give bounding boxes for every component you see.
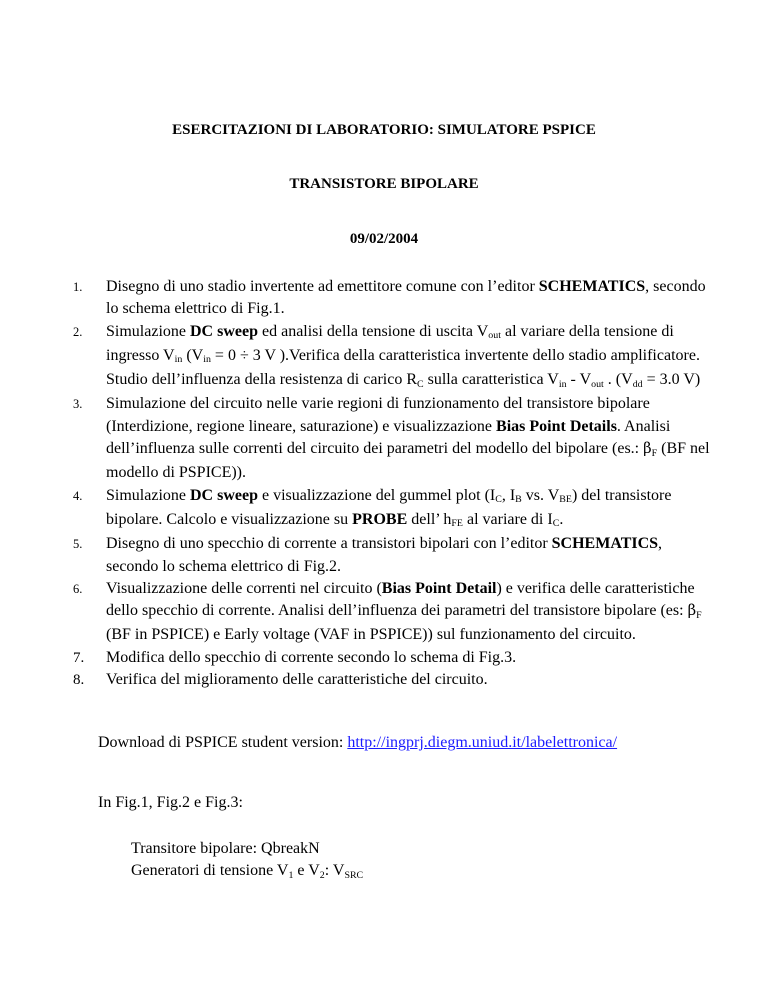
list-number: 2. <box>73 324 83 339</box>
list-item: 4. Simulazione DC sweep e visualizzazione del gummel plot ($I_C$, $I_B$ vs. $V_{BE}$) del transistore bipolare. Calcolo e visualizzazione su PROBE dell’ $h_{FE}$ al variare di $I_C$. <box>73 486 672 530</box>
download-link[interactable]: http://ingprj.diegm.uniud.it/labelettronica/ <box>347 734 618 751</box>
list-number: 5. <box>73 537 83 552</box>
list-number: 7. <box>73 649 85 666</box>
document-subtitle: TRANSISTORE BIPOLARE <box>289 176 479 192</box>
beta-symbol: β <box>643 440 652 458</box>
document-date: 09/02/2004 <box>349 231 419 247</box>
beta-symbol: β <box>687 602 697 620</box>
list-number: 3. <box>73 397 83 412</box>
list-item: 5. Disegno di uno specchio di corrente a transistori bipolari con l’editor SCHEMATICS, secondo lo schema elettrico di Fig.2. <box>73 535 663 575</box>
exercise-list <box>73 276 716 691</box>
list-number: 6. <box>73 581 83 596</box>
download-label: Download di PSPICE student version: <box>98 734 348 751</box>
figures-intro: In Fig.1, Fig.2 e Fig.3: <box>98 794 243 811</box>
download-line <box>98 734 617 752</box>
legend-voltage-sources: Generatori di tensione $V_1$ e $V_2$: $V_{SRC}$ <box>131 862 364 881</box>
list-number: 4. <box>73 488 83 503</box>
legend-transistor: Transitore bipolare: QbreakN <box>131 840 320 857</box>
list-item: 6. Visualizzazione delle correnti nel circuito (Bias Point Detail) e verifica delle caratteristiche dello specchio di corrente. Analisi dell’influenza dei parametri del transistore bipolare (es: $\beta_F$ (BF in PSPICE) e Early voltage (VAF in PSPICE)) sul funzionamento del circuito. <box>73 579 702 644</box>
list-item: 7. Modifica dello specchio di corrente secondo lo schema di Fig.3. <box>106 647 716 669</box>
component-legend <box>131 838 363 885</box>
list-item: 3. Simulazione del circuito nelle varie regioni di funzionamento del transistore bipolare (Interdizione, regione lineare, saturazione) e visualizzazione Bias Point Details. Analisi dell’influenza sulle correnti del circuito dei parametri del modello del bipolare (es.: $\beta_F$ (BF nel modello di PSPICE)). <box>73 395 710 482</box>
list-item: 8. Verifica del miglioramento delle caratteristiche del circuito. <box>106 669 716 691</box>
list-item: 1. Disegno di uno stadio invertente ad emettitore comune con l’editor SCHEMATICS, secondo lo schema elettrico di Fig.1. <box>73 278 706 318</box>
list-number: 1. <box>73 280 83 294</box>
list-number: 8. <box>73 672 85 689</box>
list-item: 2. Simulazione DC sweep ed analisi della tensione di uscita $V_{out}$ al variare della tensione di ingresso $V_{in}$ ($V_{in} = 0 \div 3$ V ).Verifica della caratteristica invertente dello stadio amplificatore. Studio dell’influenza della resistenza di carico $R_C$ sulla caratteristica $V_{in} - V_{out}$ . ($V_{dd} = 3.0$ V) <box>73 322 701 390</box>
document-title: ESERCITAZIONI DI LABORATORIO: SIMULATORE PSPICE <box>172 122 596 138</box>
